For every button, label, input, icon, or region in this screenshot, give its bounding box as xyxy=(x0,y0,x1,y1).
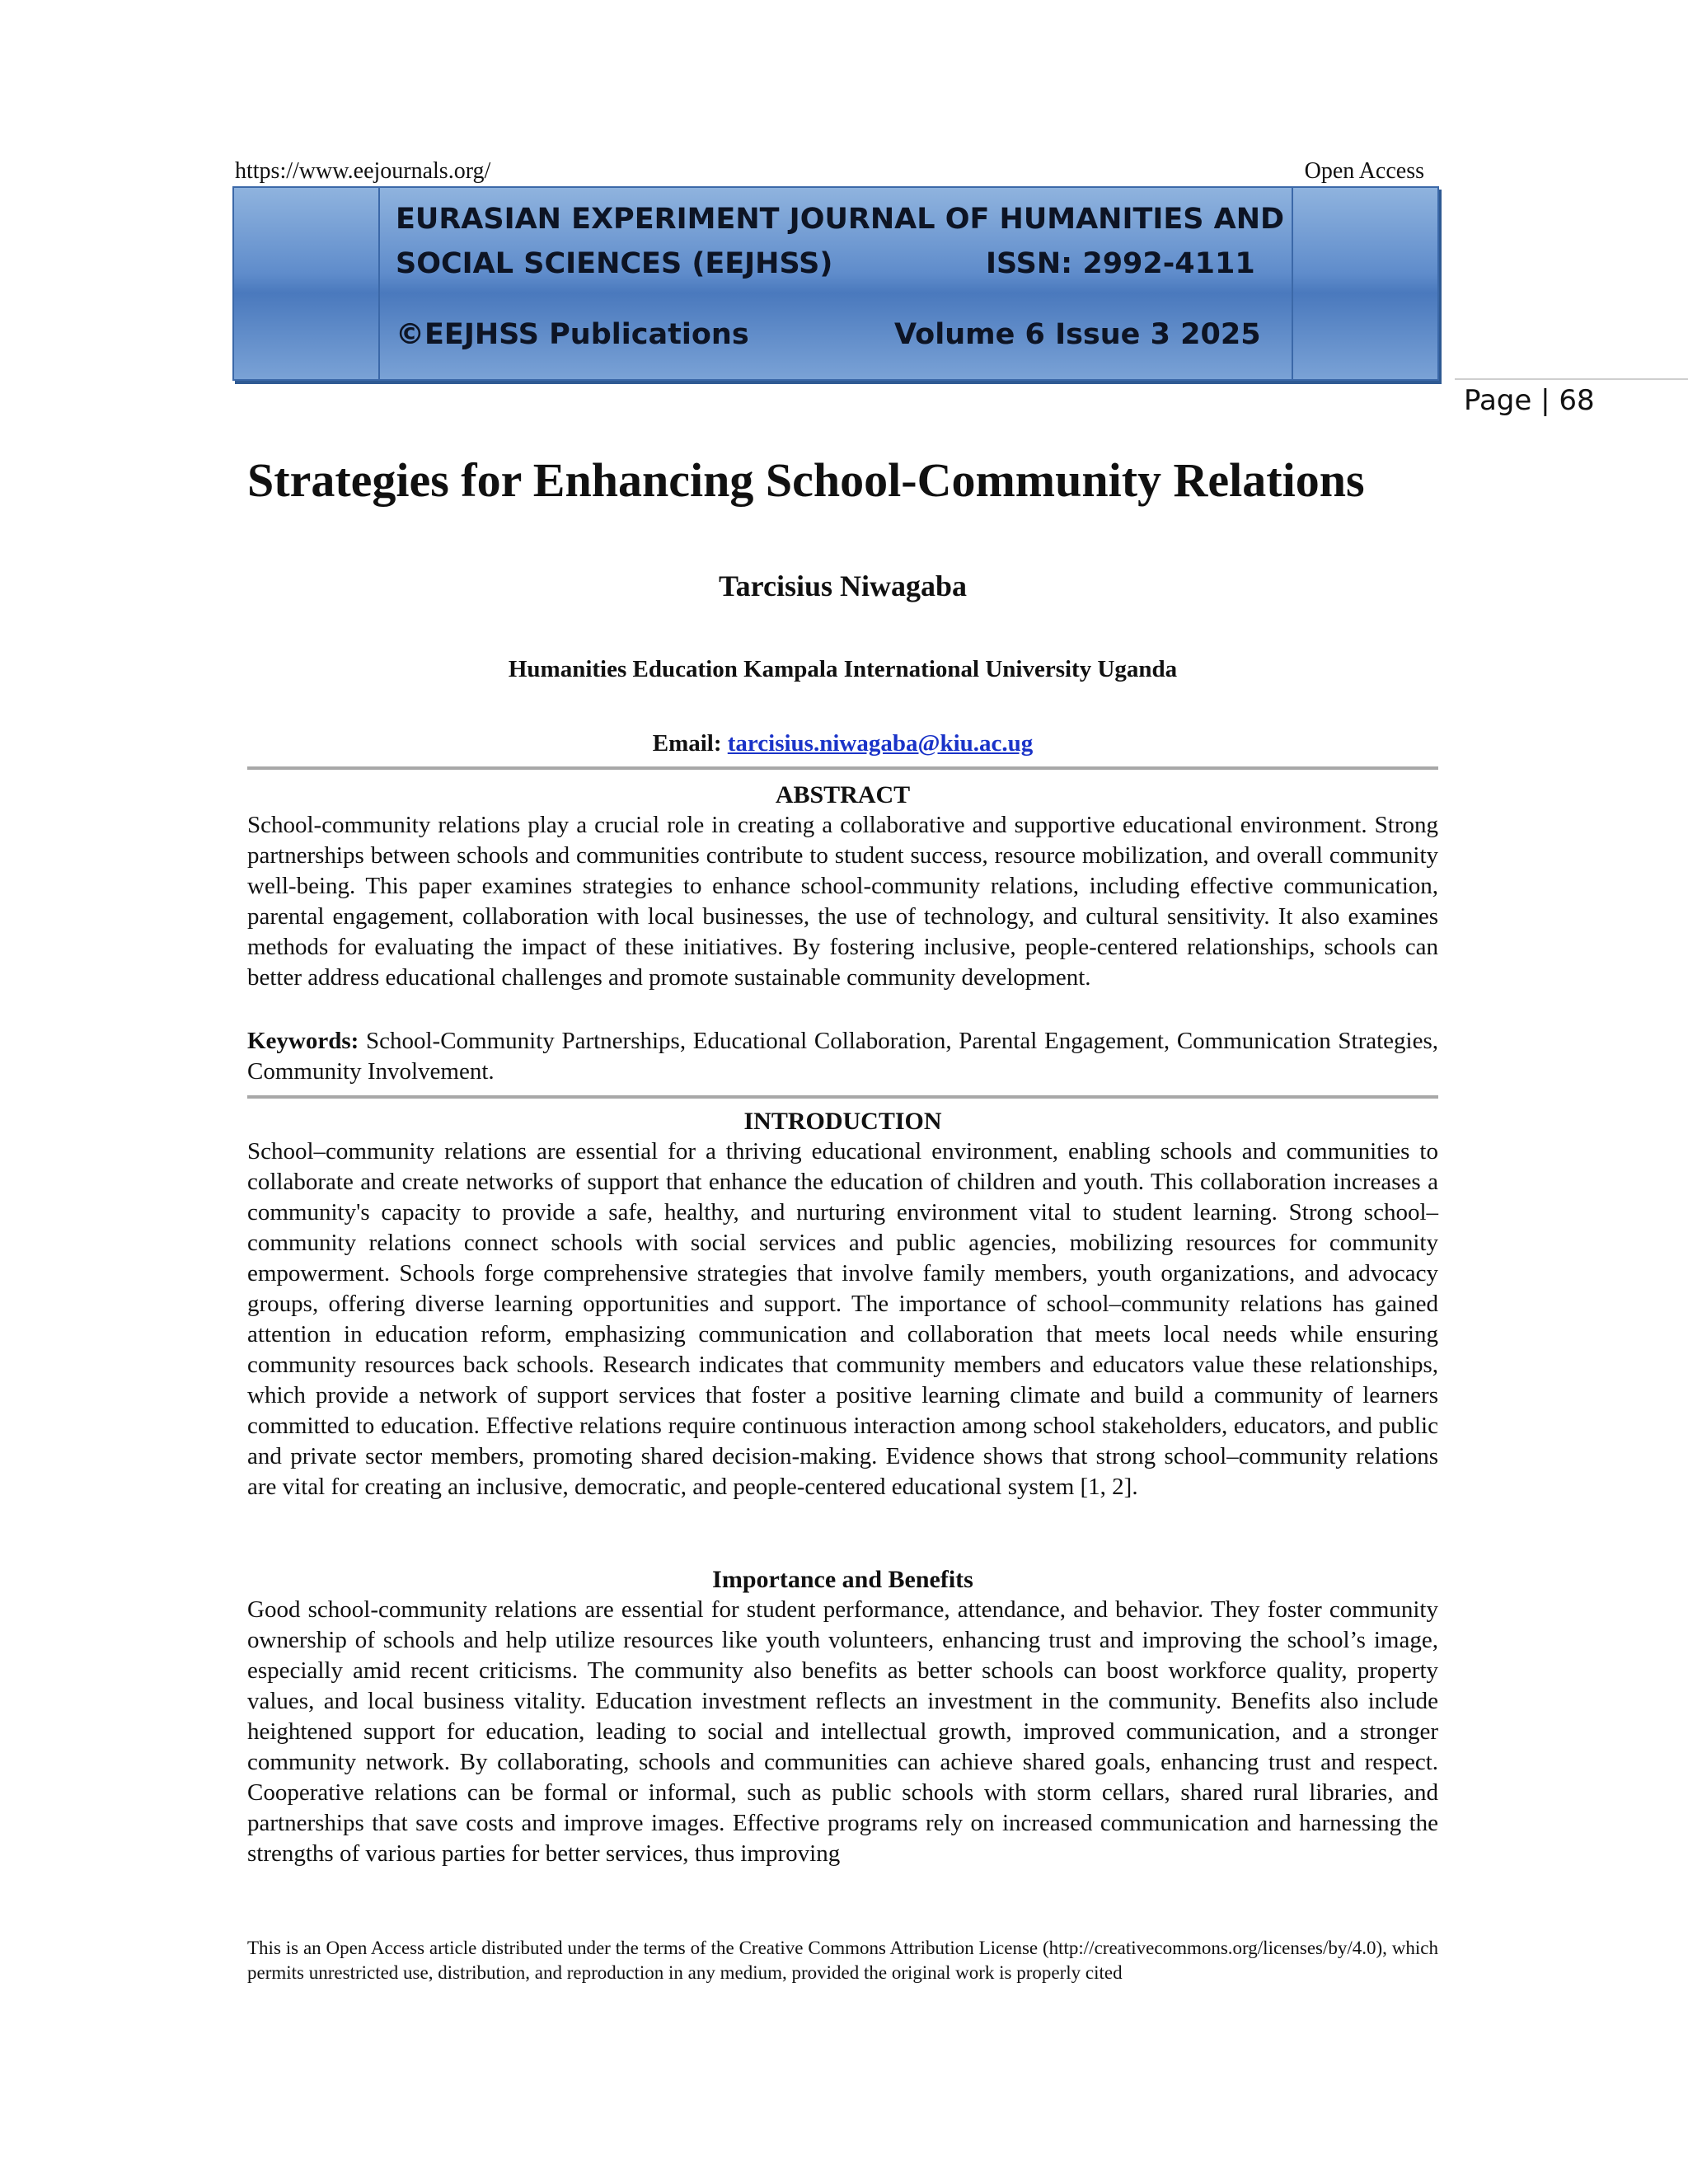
email-label: Email: xyxy=(652,730,728,757)
journal-banner xyxy=(232,186,1439,381)
introduction-text: School–community relations are essential for a thriving educational environment, enabling schools and communities to collaborate and create networks of support that enhance the education of children and youth. This collaboration increases a community's capacity to provide a safe, healthy, and nurturing environment vital to student learning. Strong school–community relations connect schools with social services and public agencies, mobilizing resources for community empowerment. Schools forge comprehensive strategies that involve family members, youth organizations, and advocacy groups, offering diverse learning opportunities and support. The importance of school–community relations has gained attention in education reform, emphasizing communication and collaboration that meets local needs while ensuring community resources back schools. Research indicates that community members and educators value these relationships, which provide a network of support services that foster a positive learning climate and build a community of learners committed to education. Effective relations require continuous interaction among school stakeholders, educators, and public and private sector members, promoting shared decision-making. Evidence shows that strong school–community relations are vital for creating an inclusive, democratic, and people-centered educational system [1, 2]. xyxy=(247,1138,1438,1500)
divider-rule-bottom xyxy=(247,1095,1438,1099)
divider-rule-top xyxy=(247,766,1438,770)
journal-title-line2: SOCIAL SCIENCES (EEJHSS) xyxy=(396,247,833,280)
open-access-label: Open Access xyxy=(1304,158,1424,184)
page-number: Page | 68 xyxy=(1464,384,1595,417)
banner-divider-left xyxy=(378,188,380,379)
journal-title-line1: EURASIAN EXPERIMENT JOURNAL OF HUMANITIES AND xyxy=(396,203,1285,236)
keywords-list: School-Community Partnerships, Educational Collaboration, Parental Engagement, Communication Strategies, Community Involvement. xyxy=(247,1028,1438,1085)
importance-text: Good school-community relations are essential for student performance, attendance, and behavior. They foster community ownership of schools and help utilize resources like youth volunteers, enhancing trust and improving the school’s image, especially amid recent criticisms. The community also benefits as better schools can boost workforce quality, property values, and local business vitality. Education investment reflects an investment in the community. Benefits also include heightened support for education, leading to social and intellectual growth, improved communication, and a stronger community network. By collaborating, schools and communities can achieve shared goals, enhancing trust and respect. Cooperative relations can be formal or informal, such as public schools with storm cellars, shared rural libraries, and partnerships that save costs and improve images. Effective programs rely on increased communication and harnessing the strengths of various parties for better services, thus improving xyxy=(247,1596,1438,1867)
author-email-line xyxy=(247,730,1438,757)
journal-volume: Volume 6 Issue 3 2025 xyxy=(894,318,1261,351)
paper-title: Strategies for Enhancing School-Community Relations xyxy=(247,453,1365,507)
introduction-heading: INTRODUCTION xyxy=(743,1108,942,1135)
banner-divider-right xyxy=(1292,188,1293,379)
license-footer: This is an Open Access article distributed under the terms of the Creative Commons Attribution License (http://creativecommons.org/licenses/by/4.0), which permits unrestricted use, distribution, and reproduction in any medium, provided the original work is properly cited xyxy=(247,1938,1438,1983)
importance-heading: Importance and Benefits xyxy=(712,1566,973,1593)
author-name: Tarcisius Niwagaba xyxy=(718,569,968,602)
author-affiliation: Humanities Education Kampala International University Uganda xyxy=(508,656,1178,682)
abstract-text: School-community relations play a crucial role in creating a collaborative and supportive educational environment. Strong partnerships between schools and communities contribute to student success, resource mobilization, and overall community well-being. This paper examines strategies to enhance school-community relations, including effective communication, parental engagement, collaboration with local businesses, the use of technology, and cultural sensitivity. It also examines methods for evaluating the impact of these initiatives. By fostering inclusive, people-centered relationships, schools can better address educational challenges and promote sustainable community development. xyxy=(247,812,1438,991)
email-link[interactable]: tarcisius.niwagaba@kiu.ac.ug xyxy=(727,730,1034,757)
site-url[interactable]: https://www.eejournals.org/ xyxy=(235,158,491,184)
abstract-heading: ABSTRACT xyxy=(775,781,911,808)
journal-issn: ISSN: 2992-4111 xyxy=(986,247,1255,280)
journal-publisher: ©EEJHSS Publications xyxy=(396,318,749,351)
keywords-paragraph xyxy=(247,1026,1438,1087)
keywords-label: Keywords: xyxy=(247,1028,359,1054)
page-number-rule xyxy=(1455,378,1688,380)
